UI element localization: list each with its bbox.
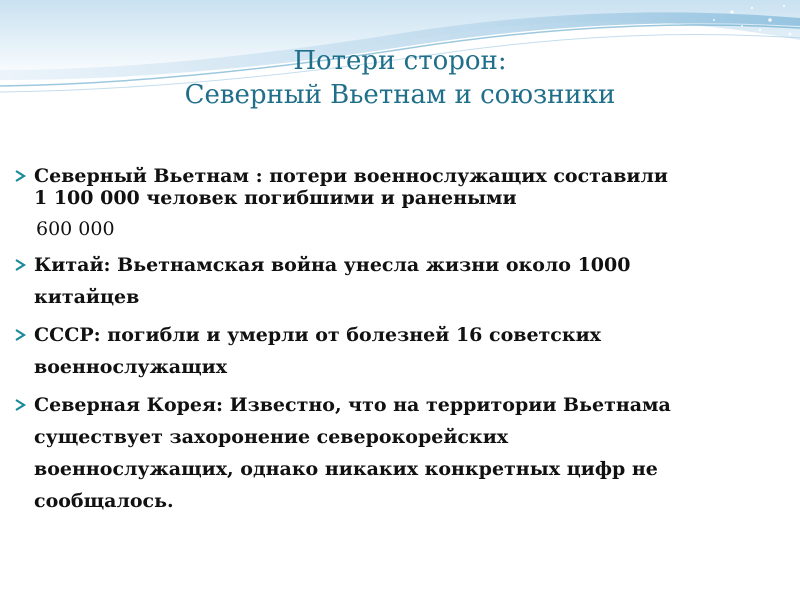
- list-item-text-line: военнослужащих: [34, 356, 228, 378]
- list-item-text-line: Китай: Вьетнамская война унесла жизни около 1000: [34, 254, 631, 276]
- list-item-text-line: военнослужащих, однако никаких конкретных цифр не: [34, 458, 658, 480]
- list-item-text-line: Северная Корея: Известно, что на территории Вьетнама: [34, 394, 671, 416]
- chevron-right-icon: [12, 250, 30, 280]
- list-item-north-vietnam: [12, 160, 788, 243]
- slide-title-line-2: Северный Вьетнам и союзники: [184, 80, 616, 110]
- list-item-text-line: СССР: погибли и умерли от болезней 16 советских: [34, 324, 602, 346]
- list-item-china: [12, 249, 788, 313]
- bullet-list: [12, 160, 788, 523]
- chevron-right-icon: [12, 161, 30, 191]
- slide-title: [0, 44, 800, 112]
- list-item-north-korea: [12, 389, 788, 517]
- list-item-ussr: [12, 319, 788, 383]
- list-item-text-line: существует захоронение северокорейских: [34, 426, 509, 448]
- list-item-text-line: 1 100 000 человек погибшими и ранеными: [34, 187, 517, 209]
- list-item-text-line: китайцев: [34, 286, 140, 308]
- chevron-right-icon: [12, 320, 30, 350]
- slide-title-line-1: Потери сторон:: [293, 46, 507, 76]
- list-item-text-line: 600 000: [36, 218, 115, 240]
- list-item-text-line: Северный Вьетнам : потери военнослужащих составили: [34, 165, 669, 187]
- list-item-text-line: сообщалось.: [34, 490, 174, 512]
- chevron-right-icon: [12, 390, 30, 420]
